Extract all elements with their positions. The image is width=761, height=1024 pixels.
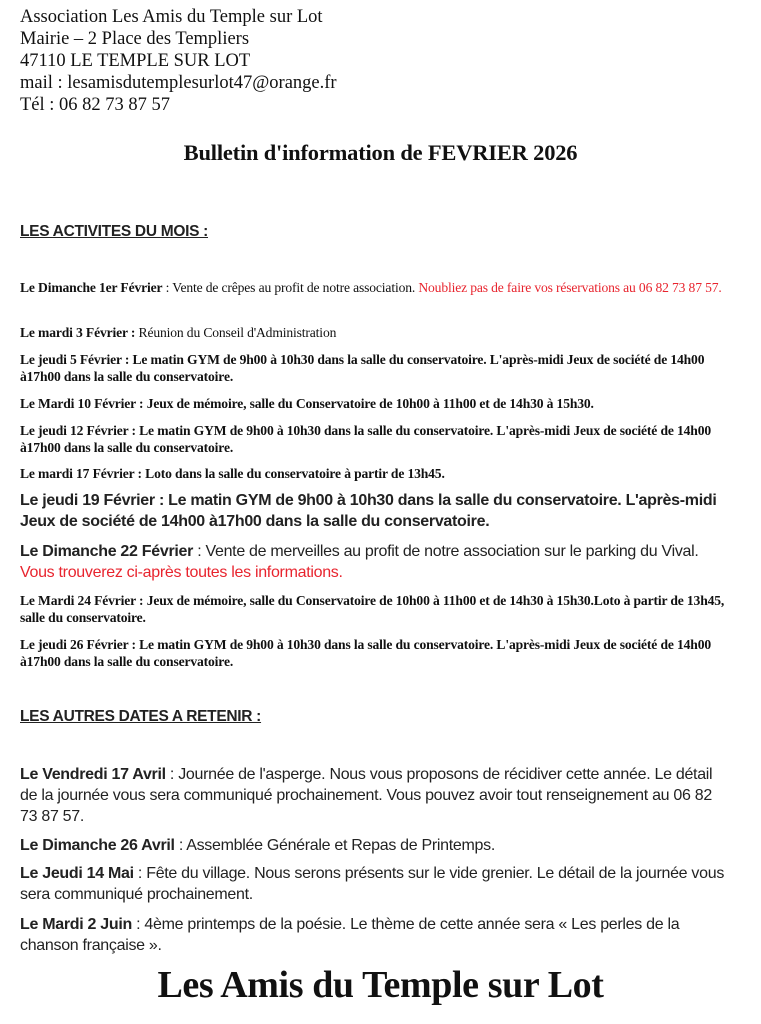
activity-text: Réunion du Conseil d'Administration [138,325,337,340]
activity-entry-10 [20,636,732,670]
address-line: Mairie – 2 Place des Templiers [20,29,250,49]
association-address-block [20,6,337,116]
event-text: Assemblée Générale et Repas de Printemps. [186,837,495,854]
separator: : [128,637,140,652]
other-date-entry-1 [20,764,732,827]
footer-association-name: Les Amis du Temple sur Lot [157,964,604,1006]
activity-text: Le matin GYM de 9h00 à 10h30 dans la salle du conservatoire. L'après-midi Jeux de société de 14h00 à17h00 dans la salle du conservatoire. [20,423,711,455]
separator: : [135,593,147,608]
activity-entry-7 [20,490,732,532]
activity-date: Le jeudi 12 Février [20,423,129,438]
activity-text: Jeux de mémoire, salle du Conservatoire de 10h00 à 11h00 et de 14h30 à 15h30. [146,396,594,411]
separator: : [133,865,147,882]
activity-entry-6 [20,465,732,482]
separator: : [154,492,169,509]
event-date: Le Vendredi 17 Avril [20,766,166,783]
activity-date: Le Dimanche 22 Février [20,543,194,560]
separator: : [134,466,146,481]
activity-date: Le jeudi 26 Février [20,637,129,652]
event-text: Fête du village. Nous serons présents sur le vide grenier. Le détail de la journée vous sera communiqué prochainement. [20,865,725,903]
event-date: Le Jeudi 14 Mai [20,865,134,882]
event-text: 4ème printemps de la poésie. Le thème de cette année sera « Les perles de la chanson française ». [20,916,680,954]
activities-heading: LES ACTIVITES DU MOIS : [20,223,209,240]
activity-text: Le matin GYM de 9h00 à 10h30 dans la salle du conservatoire. L'après-midi Jeux de société de 14h00 à17h00 dans la salle du conservatoire. [20,352,705,384]
bulletin-title: Bulletin d'information de FEVRIER 2026 [183,140,578,165]
event-date: Le Mardi 2 Juin [20,916,132,933]
activity-entry-4 [20,395,732,412]
activity-text: Vente de crêpes au profit de notre association. [172,280,419,295]
activity-entry-8 [20,541,732,583]
email-line: mail : lesamisdutemplesurlot47@orange.fr [20,73,337,93]
activity-text: Loto dans la salle du conservatoire à partir de 13h45. [145,466,445,481]
activity-date: Le Mardi 10 Février [20,396,136,411]
activity-date: Le mardi 17 Février [20,466,135,481]
separator: : [131,916,145,933]
association-name: Association Les Amis du Temple sur Lot [20,7,323,27]
separator: : [174,837,187,854]
activity-entry-9 [20,592,732,626]
separator: : [193,543,206,560]
other-date-entry-3 [20,863,732,905]
other-date-entry-2 [20,835,732,856]
activity-entry-2 [20,324,732,341]
activity-date: Le jeudi 19 Février [20,492,155,509]
separator: : [165,766,179,783]
activity-entry-5 [20,422,732,456]
postal-city: 47110 LE TEMPLE SUR LOT [20,51,251,71]
activity-date: Le Dimanche 1er Février [20,280,163,295]
other-date-entry-4 [20,914,732,956]
activity-highlight: Noubliez pas de faire vos réservations au 06 82 73 87 57. [418,280,722,295]
activity-text: Jeux de mémoire, salle du Conservatoire de 10h00 à 11h00 et de 14h30 à 15h30.Loto à partir de 13h45, salle du conservatoire. [20,593,725,625]
separator: : [127,325,139,340]
activity-entry-3 [20,351,732,385]
activity-text: Le matin GYM de 9h00 à 10h30 dans la salle du conservatoire. L'après-midi Jeux de société de 14h00 à17h00 dans la salle du conservatoire. [20,637,711,669]
activity-highlight: Vous trouverez ci-après toutes les informations. [20,564,343,581]
separator: : [128,423,140,438]
activity-text: Vente de merveilles au profit de notre association sur le parking du Vival. [205,543,699,560]
activity-entry-1 [20,279,732,296]
phone-line: Tél : 06 82 73 87 57 [20,95,171,115]
separator: : [135,396,147,411]
activity-date: Le jeudi 5 Février [20,352,122,367]
event-date: Le Dimanche 26 Avril [20,837,175,854]
separator: : [162,280,173,295]
activity-date: Le mardi 3 Février [20,325,128,340]
event-text: Journée de l'asperge. Nous vous proposons de récidiver cette année. Le détail de la journée vous sera communiqué prochainement. Vous pouvez avoir tout renseignement au 06 82 73 87 57. [20,766,713,825]
activity-text: Le matin GYM de 9h00 à 10h30 dans la salle du conservatoire. L'après-midi Jeux de société de 14h00 à17h00 dans la salle du conservatoire. [20,492,717,530]
separator: : [121,352,133,367]
activity-date: Le Mardi 24 Février [20,593,136,608]
other-dates-heading: LES AUTRES DATES A RETENIR : [20,708,262,725]
